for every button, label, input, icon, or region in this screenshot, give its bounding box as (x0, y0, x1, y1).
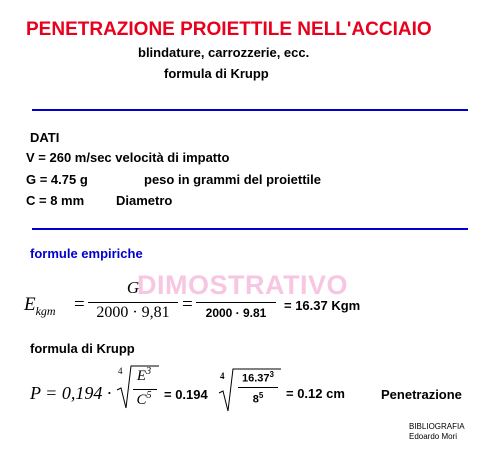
divider-top (32, 109, 468, 111)
krupp-numerator-value: 16.37$^3$ (242, 370, 274, 385)
diameter-label: C = 8 mm (26, 193, 85, 208)
energy-eq2: = (182, 294, 193, 315)
krupp-lhs: P = 0,194 · (30, 383, 112, 403)
krupp-result: = 0.12 cm (286, 386, 345, 401)
krupp-result-label: Penetrazione (381, 387, 462, 402)
footer-bibliography: BIBLIOGRAFIA (409, 422, 465, 431)
krupp-numerator: $E^3$ (136, 366, 152, 384)
krupp-root-index: 4 (118, 366, 123, 376)
subtitle: blindature, carrozzerie, ecc. (138, 45, 310, 60)
demo-watermark: DIMOSTRATIVO (137, 270, 348, 300)
energy-eq: = (74, 294, 85, 315)
krupp-value-fraction-line (238, 387, 278, 388)
energy-value-denominator: 2000 · 9.81 (205, 306, 267, 320)
energy-value-fraction-line (196, 302, 276, 303)
krupp-denominator-value: $8^5$ (252, 391, 264, 406)
footer-author: Edoardo Mori (409, 432, 458, 441)
divider-bottom (32, 228, 468, 230)
krupp-root-index-2: 4 (220, 371, 225, 381)
energy-denominator: 2000 · 9,81 (96, 304, 170, 321)
krupp-denominator: $C^5$ (136, 390, 152, 408)
weight-desc: peso in grammi del proiettile (144, 172, 321, 187)
formula-name: formula di Krupp (164, 66, 269, 81)
energy-lhs: $E_{kgm}$ (24, 294, 56, 318)
page-title: PENETRAZIONE PROIETTILE NELL'ACCIAIO (26, 19, 432, 40)
energy-result: = 16.37 Kgm (284, 298, 361, 313)
empirical-heading: formule empiriche (30, 246, 143, 261)
data-heading: DATI (30, 130, 60, 145)
diameter-desc: Diametro (116, 193, 173, 208)
velocity-line: V = 260 m/sec velocità di impatto (26, 150, 230, 165)
weight-label: G = 4.75 g (26, 172, 88, 187)
krupp-heading: formula di Krupp (30, 341, 135, 356)
energy-fraction-line (88, 302, 178, 303)
energy-numerator: G (126, 278, 140, 297)
krupp-eq: = 0.194 (164, 387, 208, 402)
